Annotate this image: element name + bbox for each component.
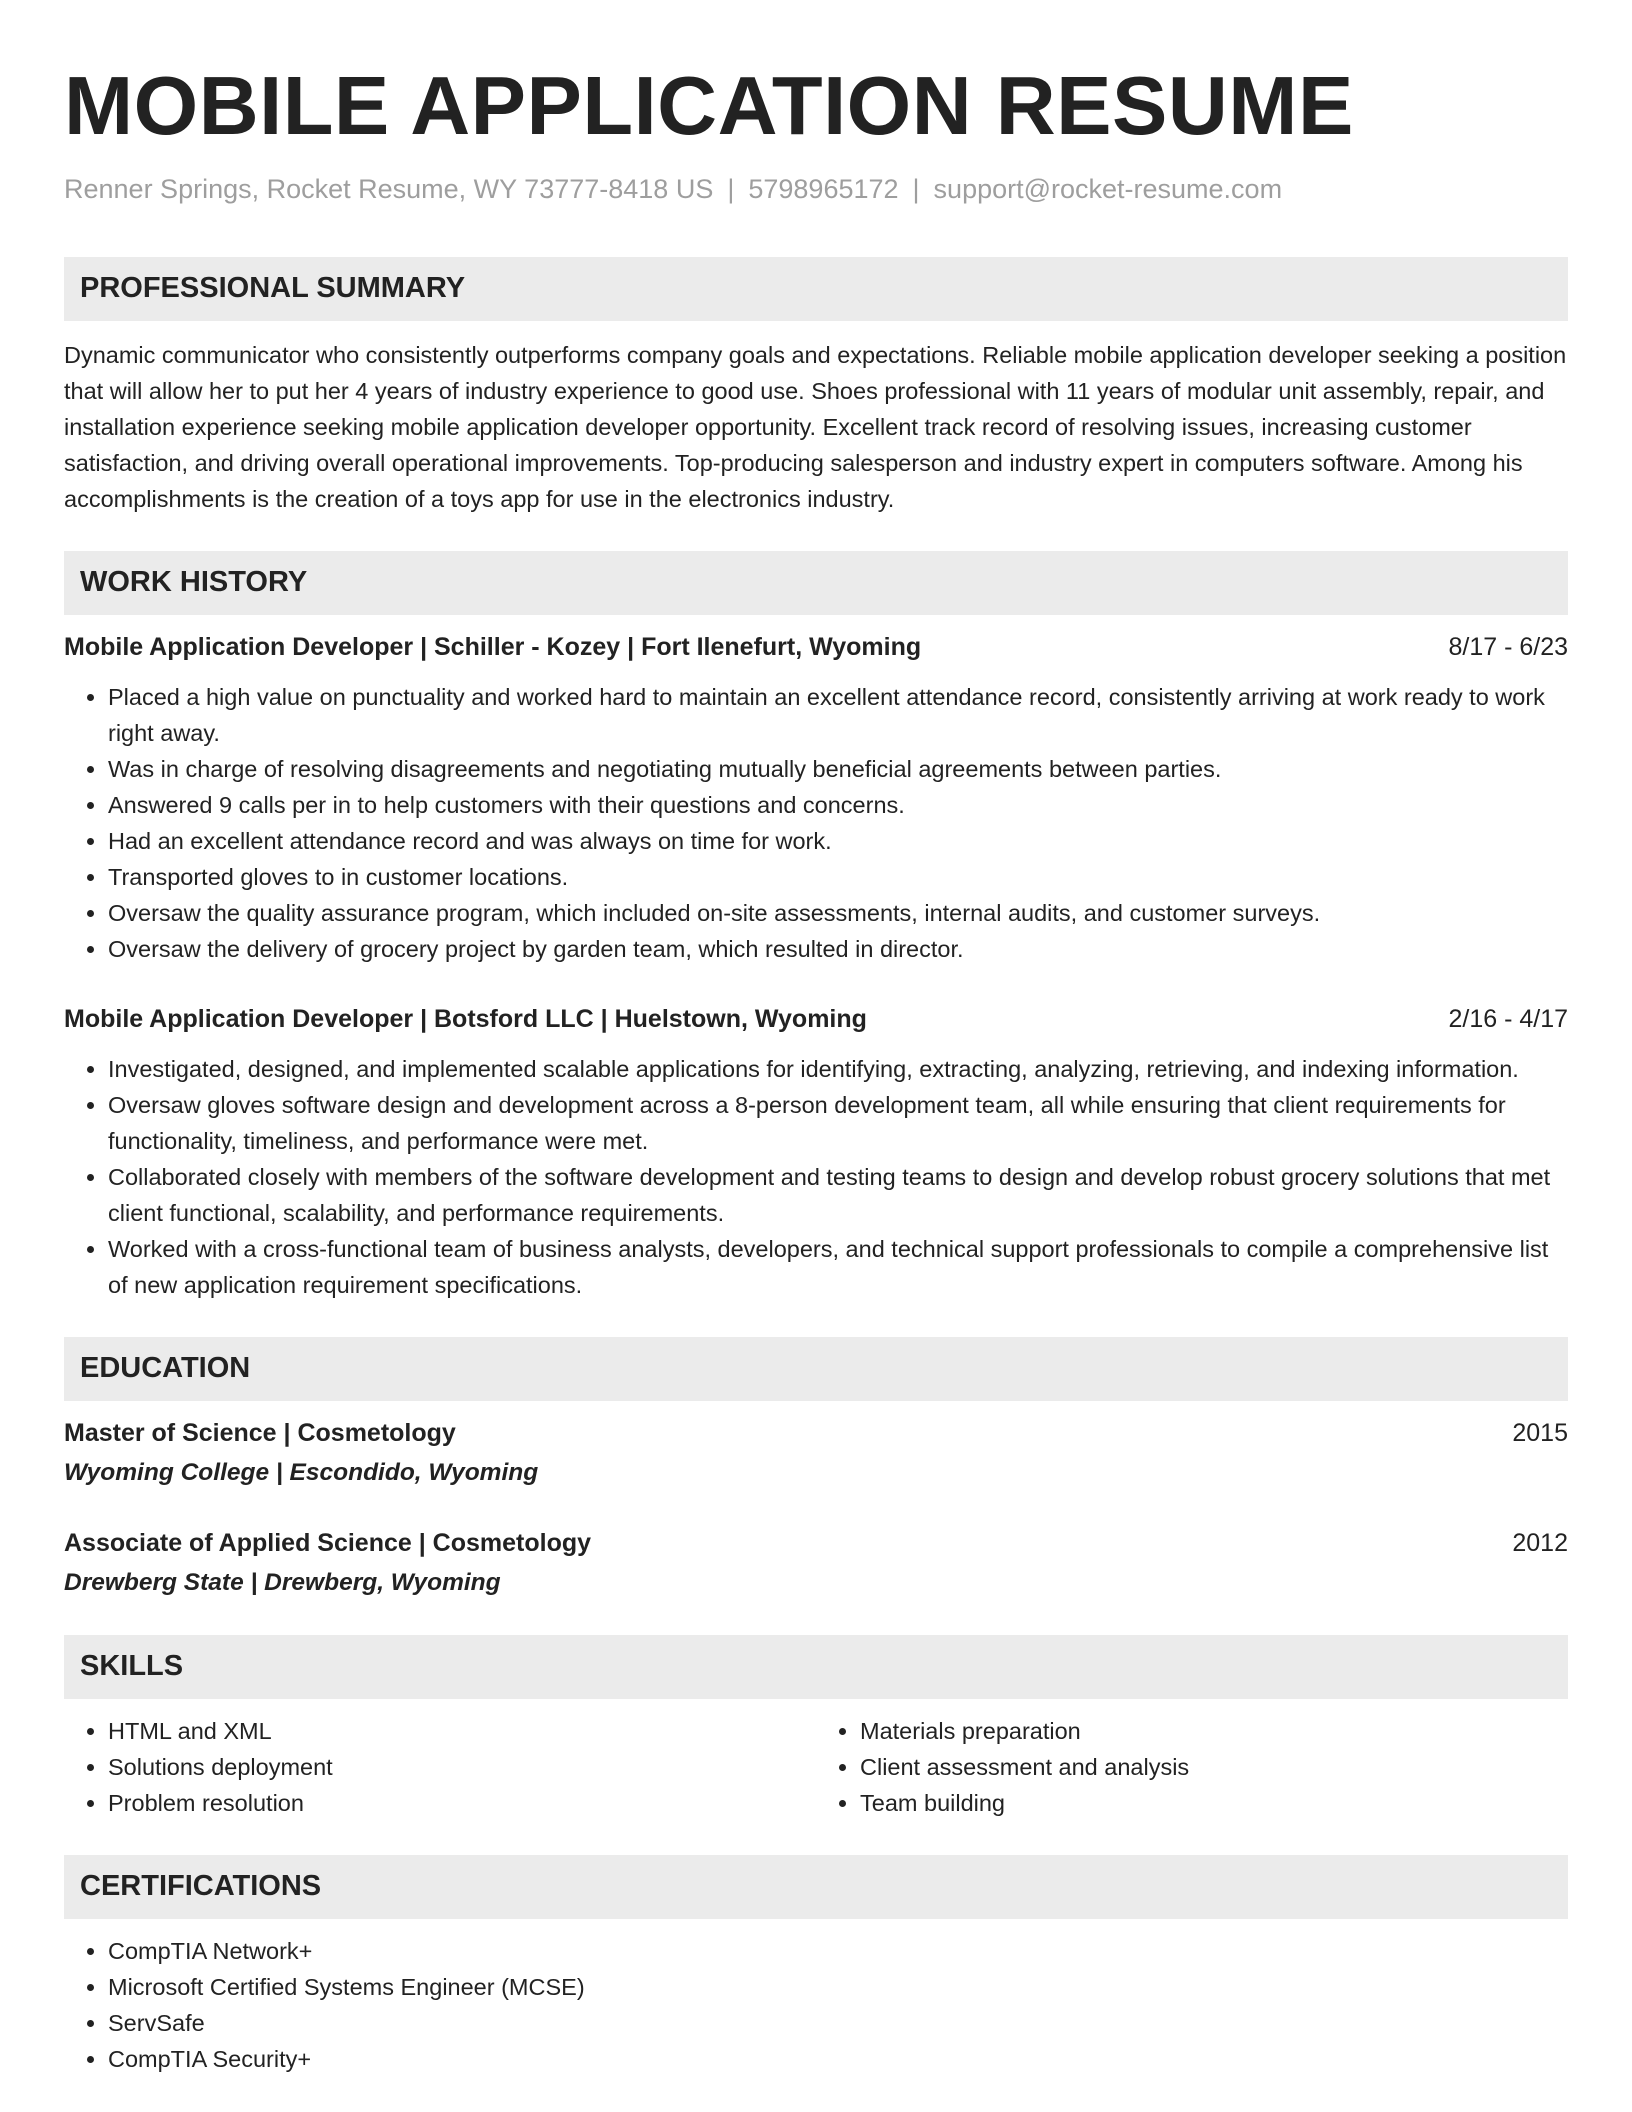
education-header <box>64 1525 1568 1561</box>
education-entry <box>64 1525 1568 1601</box>
section-header-education: EDUCATION <box>64 1337 1568 1401</box>
education-year: 2012 <box>1512 1528 1568 1557</box>
education-entry <box>64 1415 1568 1491</box>
section-header-summary: PROFESSIONAL SUMMARY <box>64 257 1568 321</box>
section-header-skills: SKILLS <box>64 1635 1568 1699</box>
job-bullet: • Answered 9 calls per in to help customers with their questions and concerns. <box>108 787 1568 823</box>
contact-separator: | <box>912 173 920 204</box>
job-bullet: • Was in charge of resolving disagreements and negotiating mutually beneficial agreements between parties. <box>108 751 1568 787</box>
job-bullet: • Oversaw gloves software design and development across a 8-person development team, all while ensuring that client requirements for functionality, timeliness, and performance were met. <box>108 1087 1568 1159</box>
job-dates: 2/16 - 4/17 <box>1448 1004 1568 1033</box>
skills-column-right <box>816 1713 1568 1821</box>
education-school: Drewberg State | Drewberg, Wyoming <box>64 1568 501 1596</box>
certification-item: • Microsoft Certified Systems Engineer (MCSE) <box>108 1969 1568 2005</box>
education-degree: Associate of Applied Science | Cosmetology <box>64 1528 592 1557</box>
job-entry <box>64 629 1568 967</box>
job-bullet: • Investigated, designed, and implemented scalable applications for identifying, extracting, analyzing, retrieving, and indexing information. <box>108 1051 1568 1087</box>
skill-item: • HTML and XML <box>108 1713 816 1749</box>
section-header-work-history: WORK HISTORY <box>64 551 1568 615</box>
resume-title: MOBILE APPLICATION RESUME <box>64 59 1354 152</box>
summary-text: Dynamic communicator who consistently outperforms company goals and expectations. Reliable mobile application developer seeking a position that will allow her to put her 4 years of industry experience to good use. Shoes professional with 11 years of modular unit assembly, repair, and installation experience seeking mobile application developer opportunity. Excellent track record of resolving issues, increasing customer satisfaction, and driving overall operational improvements. Top-producing salesperson and industry expert in computers software. Among his accomplishments is the creation of a toys app for use in the electronics industry. <box>64 341 1567 512</box>
contact-separator: | <box>727 173 735 204</box>
job-bullet-list <box>64 679 1568 967</box>
job-bullet-list <box>64 1051 1568 1303</box>
job-bullet: • Worked with a cross-functional team of business analysts, developers, and technical support professionals to compile a comprehensive list of new application requirement specifications. <box>108 1231 1568 1303</box>
certification-item: • CompTIA Security+ <box>108 2041 1568 2077</box>
certification-item: • ServSafe <box>108 2005 1568 2041</box>
job-title: Mobile Application Developer | Schiller - Kozey | Fort Ilenefurt, Wyoming <box>64 632 922 661</box>
education-school: Wyoming College | Escondido, Wyoming <box>64 1458 539 1486</box>
certifications-list <box>64 1933 1568 2077</box>
job-bullet: • Had an excellent attendance record and was always on time for work. <box>108 823 1568 859</box>
contact-address: Renner Springs, Rocket Resume, WY 73777-8418 US <box>64 173 714 204</box>
certification-item: • CompTIA Network+ <box>108 1933 1568 1969</box>
skill-item: • Client assessment and analysis <box>860 1749 1568 1785</box>
job-bullet: • Transported gloves to in customer locations. <box>108 859 1568 895</box>
job-title: Mobile Application Developer | Botsford LLC | Huelstown, Wyoming <box>64 1004 867 1033</box>
skills-grid <box>64 1713 1568 1821</box>
job-bullet: • Oversaw the delivery of grocery project by garden team, which resulted in director. <box>108 931 1568 967</box>
contact-email: support@rocket-resume.com <box>933 173 1283 204</box>
section-header-certifications: CERTIFICATIONS <box>64 1855 1568 1919</box>
skill-item: • Solutions deployment <box>108 1749 816 1785</box>
skills-list <box>64 1713 816 1821</box>
job-bullet: • Oversaw the quality assurance program, which included on-site assessments, internal audits, and customer surveys. <box>108 895 1568 931</box>
contact-phone: 5798965172 <box>748 173 899 204</box>
job-header <box>64 629 1568 665</box>
skill-item: • Team building <box>860 1785 1568 1821</box>
job-header <box>64 1001 1568 1037</box>
contact-line <box>64 172 1568 207</box>
skills-column-left <box>64 1713 816 1821</box>
skills-list <box>816 1713 1568 1821</box>
skill-item: • Materials preparation <box>860 1713 1568 1749</box>
job-dates: 8/17 - 6/23 <box>1448 632 1568 661</box>
skill-item: • Problem resolution <box>108 1785 816 1821</box>
education-header <box>64 1415 1568 1451</box>
education-degree: Master of Science | Cosmetology <box>64 1418 456 1447</box>
job-entry <box>64 1001 1568 1303</box>
education-year: 2015 <box>1512 1418 1568 1447</box>
job-bullet: • Placed a high value on punctuality and worked hard to maintain an excellent attendance record, consistently arriving at work ready to work right away. <box>108 679 1568 751</box>
job-bullet: • Collaborated closely with members of the software development and testing teams to design and develop robust grocery solutions that met client functional, scalability, and performance requirements. <box>108 1159 1568 1231</box>
